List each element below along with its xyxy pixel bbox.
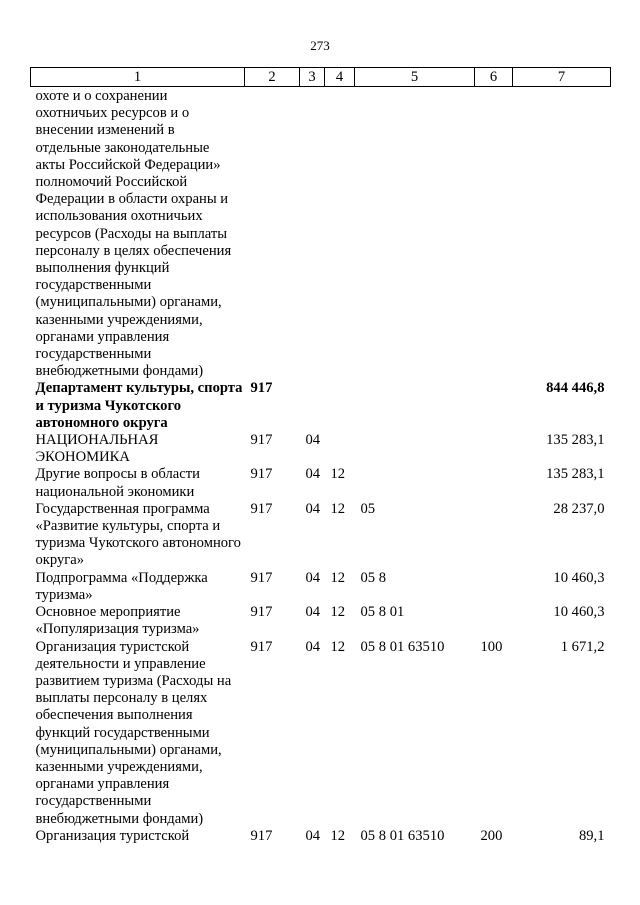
row-subsection-code: 12 (330, 827, 346, 844)
row-expense-type (475, 87, 513, 381)
table-row (31, 604, 611, 638)
row-ministry-code: 917 (250, 466, 273, 483)
row-description: Организация туристской (35, 827, 190, 844)
column-header-3: 3 (300, 68, 325, 87)
row-amount: 1 671,2 (560, 638, 605, 655)
row-description: Основное мероприятие «Популяризация туризма» (35, 604, 200, 638)
row-ministry-code: 917 (250, 380, 273, 397)
row-amount: 10 460,3 (553, 569, 605, 586)
column-header-7: 7 (513, 68, 611, 87)
budget-table (30, 67, 611, 845)
row-target-article: 05 8 01 63510 (360, 827, 445, 844)
row-expense-type (475, 466, 513, 500)
row-expense-type (475, 570, 513, 604)
row-section-code: 04 (305, 500, 321, 517)
row-subsection-code: 12 (330, 569, 346, 586)
row-subsection-code (325, 87, 355, 381)
page-number: 273 (310, 38, 330, 53)
column-header-6: 6 (475, 68, 513, 87)
row-description: охоте и о сохранении охотничьих ресурсов и о внесении изменений в отдельные законодательные акты Российской Федерации» полномочий Российской Федерации в области охраны и использования охотничьих ресурсов (Расходы на выплаты персоналу в целях обеспечения выполнения функций государственными (муниципальными) органами, казенными учреждениями, органами управления государственными внебюджетными фондами) (35, 88, 232, 380)
row-description: НАЦИОНАЛЬНАЯ ЭКОНОМИКА (35, 432, 159, 466)
row-amount: 89,1 (578, 827, 605, 844)
row-ministry-code: 917 (250, 569, 273, 586)
column-header-4: 4 (325, 68, 355, 87)
row-description: Государственная программа «Развитие культуры, спорта и туризма Чукотского автономного округа» (35, 500, 241, 569)
table-row (31, 828, 611, 845)
row-target-article: 05 8 01 (360, 604, 405, 621)
column-header-5: 5 (355, 68, 475, 87)
table-row (31, 380, 611, 432)
row-ministry-code: 917 (250, 500, 273, 517)
row-subsection-code: 12 (330, 500, 346, 517)
row-target-article: 05 (360, 500, 376, 517)
row-amount: 10 460,3 (553, 604, 605, 621)
row-subsection-code: 12 (330, 638, 346, 655)
row-description: Другие вопросы в области национальной экономики (35, 466, 200, 500)
row-description: Подпрограмма «Поддержка туризма» (35, 569, 208, 603)
row-amount: 135 283,1 (546, 466, 605, 483)
row-expense-type (475, 432, 513, 466)
row-expense-type: 200 (480, 827, 503, 844)
table-row (31, 570, 611, 604)
row-subsection-code: 12 (330, 604, 346, 621)
table-row (31, 639, 611, 828)
row-expense-type (475, 380, 513, 432)
row-section-code: 04 (305, 604, 321, 621)
row-target-article (355, 380, 475, 432)
row-target-article (355, 87, 475, 381)
row-expense-type (475, 604, 513, 638)
row-section-code: 04 (305, 569, 321, 586)
row-ministry-code: 917 (250, 638, 273, 655)
row-expense-type (475, 501, 513, 570)
row-subsection-code (325, 432, 355, 466)
column-header-2: 2 (245, 68, 300, 87)
row-ministry-code: 917 (250, 604, 273, 621)
row-ministry-code (245, 87, 300, 381)
row-section-code: 04 (305, 638, 321, 655)
row-target-article: 05 8 01 63510 (360, 638, 445, 655)
row-subsection-code: 12 (330, 466, 346, 483)
row-amount (513, 87, 611, 381)
row-amount: 135 283,1 (546, 432, 605, 449)
table-row (31, 432, 611, 466)
row-amount: 844 446,8 (546, 380, 605, 397)
table-row (31, 501, 611, 570)
row-section-code: 04 (305, 827, 321, 844)
table-body (31, 87, 611, 845)
row-ministry-code: 917 (250, 827, 273, 844)
table-header-row (31, 68, 611, 87)
row-description: Департамент культуры, спорта и туризма Чукотского автономного округа (35, 380, 243, 431)
row-ministry-code: 917 (250, 432, 273, 449)
row-target-article: 05 8 (360, 569, 387, 586)
table-row (31, 87, 611, 381)
row-section-code: 04 (305, 432, 321, 449)
table-row (31, 466, 611, 500)
row-section-code: 04 (305, 466, 321, 483)
row-target-article (355, 432, 475, 466)
row-subsection-code (325, 380, 355, 432)
row-section-code (300, 87, 325, 381)
row-description: Организация туристской деятельности и управление развитием туризма (Расходы на выплаты персоналу в целях обеспечения выполнения функций государственными (муниципальными) органами, казенными учреждениями, органами управления государственными внебюджетными фондами) (35, 638, 232, 827)
row-expense-type: 100 (480, 638, 503, 655)
row-section-code (300, 380, 325, 432)
row-target-article (355, 466, 475, 500)
row-amount: 28 237,0 (553, 500, 605, 517)
column-header-1: 1 (31, 68, 245, 87)
